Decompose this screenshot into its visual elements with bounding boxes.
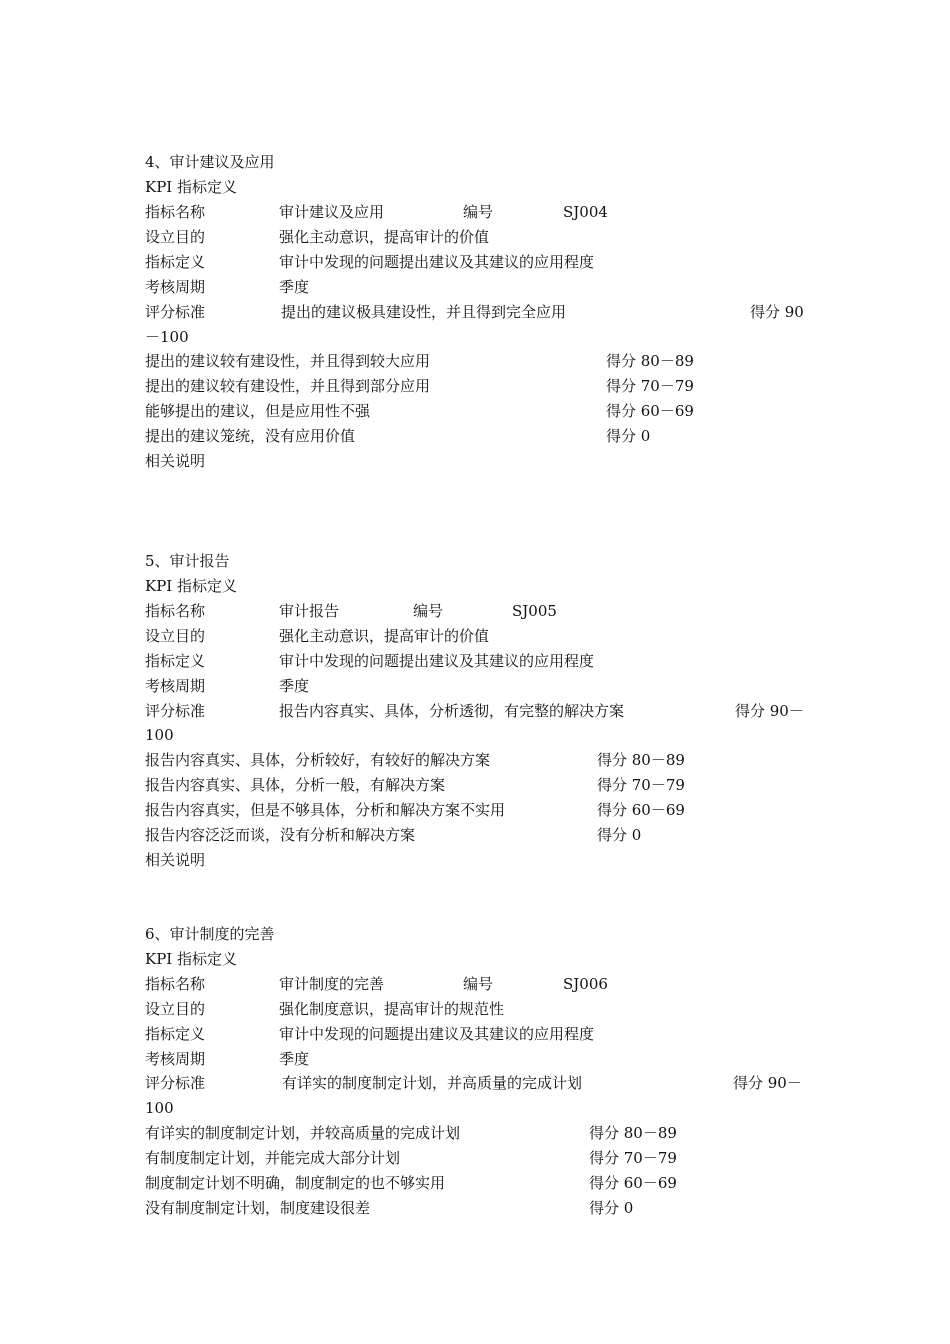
name-value: 审计制度的完善 bbox=[279, 975, 385, 993]
criteria-first-score: 得分 90 bbox=[750, 303, 804, 321]
criteria-row: 制度制定计划不明确，制度制定的也不够实用 bbox=[145, 1174, 446, 1192]
criteria-row: 提出的建议笼统，没有应用价值 bbox=[145, 427, 356, 445]
name-value: 审计报告 bbox=[279, 602, 340, 620]
kpi-title: KPI 指标定义 bbox=[145, 950, 237, 968]
section-heading: 4、审计建议及应用 bbox=[145, 153, 275, 171]
name-label: 指标名称 bbox=[145, 602, 206, 620]
criteria-first-score: 得分 90－ bbox=[735, 702, 804, 720]
definition-value: 审计中发现的问题提出建议及其建议的应用程度 bbox=[279, 253, 595, 271]
criteria-row: 有详实的制度制定计划，并较高质量的完成计划 bbox=[145, 1124, 461, 1142]
criteria-score: 得分 70－79 bbox=[589, 1149, 677, 1167]
criteria-score: 得分 80－89 bbox=[589, 1124, 677, 1142]
code-label: 编号 bbox=[463, 203, 494, 221]
purpose-value: 强化主动意识，提高审计的价值 bbox=[279, 627, 490, 645]
criteria-row: 没有制度制定计划，制度建设很差 bbox=[145, 1199, 371, 1217]
notes-label: 相关说明 bbox=[145, 452, 206, 470]
criteria-label: 评分标准 bbox=[145, 303, 206, 321]
period-label: 考核周期 bbox=[145, 1050, 206, 1068]
criteria-score: 得分 80－89 bbox=[597, 751, 685, 769]
code-value: SJ006 bbox=[563, 975, 608, 993]
criteria-row: 提出的建议较有建设性，并且得到较大应用 bbox=[145, 352, 431, 370]
kpi-title: KPI 指标定义 bbox=[145, 577, 237, 595]
criteria-score: 得分 80－89 bbox=[606, 352, 694, 370]
criteria-label: 评分标准 bbox=[145, 702, 206, 720]
criteria-row: 报告内容真实、具体，分析较好，有较好的解决方案 bbox=[145, 751, 491, 769]
definition-value: 审计中发现的问题提出建议及其建议的应用程度 bbox=[279, 1025, 595, 1043]
criteria-row: 能够提出的建议，但是应用性不强 bbox=[145, 402, 371, 420]
code-label: 编号 bbox=[463, 975, 494, 993]
purpose-label: 设立目的 bbox=[145, 1000, 206, 1018]
code-value: SJ005 bbox=[512, 602, 557, 620]
criteria-first-wrap: －100 bbox=[145, 328, 189, 346]
criteria-label: 评分标准 bbox=[145, 1074, 206, 1092]
definition-label: 指标定义 bbox=[145, 652, 206, 670]
period-value: 季度 bbox=[279, 278, 310, 296]
criteria-row: 提出的建议较有建设性，并且得到部分应用 bbox=[145, 377, 431, 395]
criteria-score: 得分 0 bbox=[606, 427, 651, 445]
criteria-row: 报告内容真实、具体，分析一般，有解决方案 bbox=[145, 776, 446, 794]
criteria-score: 得分 0 bbox=[597, 826, 642, 844]
definition-label: 指标定义 bbox=[145, 1025, 206, 1043]
name-label: 指标名称 bbox=[145, 975, 206, 993]
criteria-first: 有详实的制度制定计划，并高质量的完成计划 bbox=[282, 1074, 583, 1092]
purpose-value: 强化制度意识，提高审计的规范性 bbox=[279, 1000, 505, 1018]
purpose-label: 设立目的 bbox=[145, 228, 206, 246]
criteria-score: 得分 60－69 bbox=[606, 402, 694, 420]
criteria-row: 报告内容泛泛而谈，没有分析和解决方案 bbox=[145, 826, 416, 844]
section-heading: 5、审计报告 bbox=[145, 552, 230, 570]
section-heading: 6、审计制度的完善 bbox=[145, 925, 275, 943]
definition-value: 审计中发现的问题提出建议及其建议的应用程度 bbox=[279, 652, 595, 670]
kpi-title: KPI 指标定义 bbox=[145, 178, 237, 196]
notes-label: 相关说明 bbox=[145, 851, 206, 869]
period-value: 季度 bbox=[279, 1050, 310, 1068]
purpose-value: 强化主动意识，提高审计的价值 bbox=[279, 228, 490, 246]
criteria-score: 得分 60－69 bbox=[597, 801, 685, 819]
criteria-first: 提出的建议极具建设性，并且得到完全应用 bbox=[281, 303, 567, 321]
criteria-first-wrap: 100 bbox=[145, 726, 174, 744]
criteria-score: 得分 70－79 bbox=[606, 377, 694, 395]
criteria-row: 报告内容真实，但是不够具体，分析和解决方案不实用 bbox=[145, 801, 506, 819]
code-label: 编号 bbox=[413, 602, 444, 620]
period-label: 考核周期 bbox=[145, 278, 206, 296]
name-label: 指标名称 bbox=[145, 203, 206, 221]
criteria-score: 得分 60－69 bbox=[589, 1174, 677, 1192]
purpose-label: 设立目的 bbox=[145, 627, 206, 645]
name-value: 审计建议及应用 bbox=[279, 203, 385, 221]
criteria-first-wrap: 100 bbox=[145, 1099, 174, 1117]
period-label: 考核周期 bbox=[145, 677, 206, 695]
code-value: SJ004 bbox=[563, 203, 608, 221]
criteria-first-score: 得分 90－ bbox=[733, 1074, 802, 1092]
criteria-score: 得分 70－79 bbox=[597, 776, 685, 794]
definition-label: 指标定义 bbox=[145, 253, 206, 271]
period-value: 季度 bbox=[279, 677, 310, 695]
criteria-row: 有制度制定计划，并能完成大部分计划 bbox=[145, 1149, 401, 1167]
criteria-score: 得分 0 bbox=[589, 1199, 634, 1217]
criteria-first: 报告内容真实、具体，分析透彻，有完整的解决方案 bbox=[279, 702, 625, 720]
